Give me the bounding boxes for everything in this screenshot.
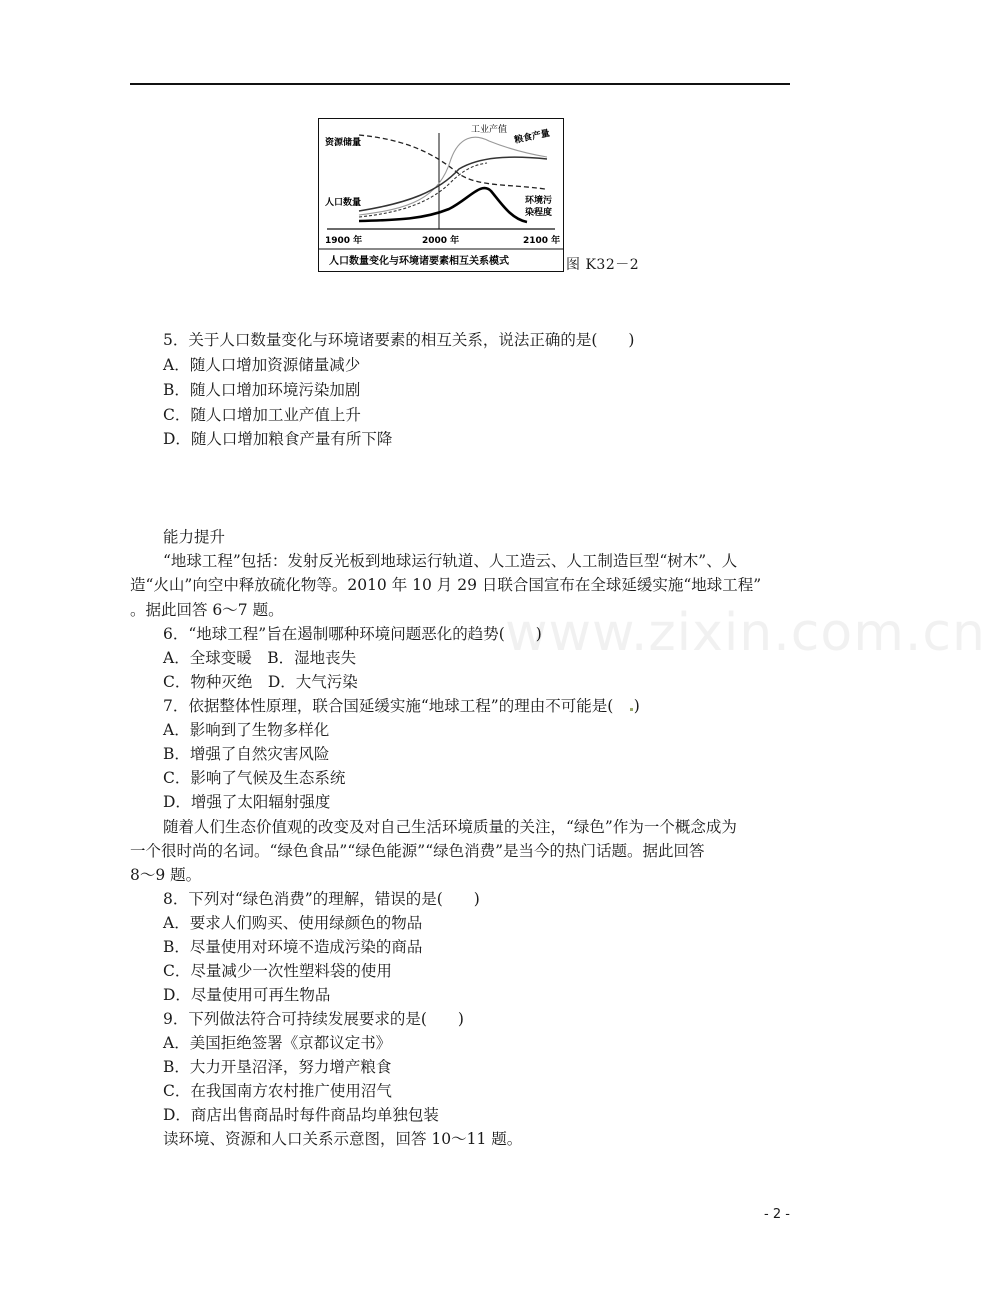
stray-dot xyxy=(630,708,633,711)
q7-option-a: A．影响到了生物多样化 xyxy=(163,721,330,739)
q8-option-c: C．尽量减少一次性塑料袋的使用 xyxy=(163,962,392,980)
passage-1-line-3: 。据此回答 6～7 题。 xyxy=(130,601,284,619)
section-heading: 能力提升 xyxy=(163,528,226,546)
q9-option-d: D．商店出售商品时每件商品均单独包装 xyxy=(163,1106,439,1124)
question-7-paren: ) xyxy=(633,697,640,715)
watermark: www.zixin.com.cn xyxy=(505,603,986,663)
grain-curve xyxy=(359,157,547,211)
passage-3: 读环境、资源和人口关系示意图，回答 10～11 题。 xyxy=(163,1130,523,1148)
label-industry: 工业产值 xyxy=(471,125,508,135)
q8-option-d: D．尽量使用可再生物品 xyxy=(163,986,331,1004)
industry-curve xyxy=(359,137,547,215)
passage-1-line-1: “地球工程”包括：发射反光板到地球运行轨道、人工造云、人工制造巨型“树木”、人 xyxy=(163,552,738,570)
label-pollution-2: 染程度 xyxy=(525,208,553,218)
q6-options-cd: C．物种灭绝 D．大气污染 xyxy=(163,673,358,691)
question-7 xyxy=(163,694,640,718)
passage-2-line-1: 随着人们生态价值观的改变及对自己生活环境质量的关注，“绿色”作为一个概念成为 xyxy=(163,818,737,836)
label-population: 人口数量 xyxy=(325,198,362,208)
population-curve xyxy=(359,163,487,217)
question-7-text: 7．依据整体性原理，联合国延缓实施“地球工程”的理由不可能是( xyxy=(163,697,629,715)
label-pollution-1: 环境污 xyxy=(525,196,553,206)
passage-1-line-2: 造“火山”向空中释放硫化物等。2010 年 10 月 29 日联合国宣布在全球延缓实施“地球工程” xyxy=(130,576,762,594)
q7-option-c: C．影响了气候及生态系统 xyxy=(163,769,346,787)
q9-option-b: B．大力开垦沼泽，努力增产粮食 xyxy=(163,1058,392,1076)
question-8: 8．下列对“绿色消费”的理解，错误的是( ) xyxy=(163,890,480,908)
q5-option-d: D．随人口增加粮食产量有所下降 xyxy=(163,430,393,448)
q5-option-b: B．随人口增加环境污染加剧 xyxy=(163,381,361,399)
passage-2-line-2: 一个很时尚的名词。“绿色食品”“绿色能源”“绿色消费”是当今的热门话题。据此回答 xyxy=(130,842,705,860)
tick-1900: 1900 年 xyxy=(325,236,363,246)
label-grain: 粮食产量 xyxy=(513,128,551,146)
tick-2100: 2100 年 xyxy=(523,236,561,246)
q9-option-a: A．美国拒绝签署《京都议定书》 xyxy=(163,1034,392,1052)
q7-option-b: B．增强了自然灾害风险 xyxy=(163,745,330,763)
q5-option-a: A．随人口增加资源储量减少 xyxy=(163,356,361,374)
q9-option-c: C．在我国南方农村推广使用沼气 xyxy=(163,1082,392,1100)
tick-2000: 2000 年 xyxy=(422,236,460,246)
question-6: 6．“地球工程”旨在遏制哪种环境问题恶化的趋势( ) xyxy=(163,625,542,643)
header-rule xyxy=(130,83,790,85)
q8-option-b: B．尽量使用对环境不造成污染的商品 xyxy=(163,938,423,956)
q7-option-d: D．增强了太阳辐射强度 xyxy=(163,793,331,811)
population-environment-figure xyxy=(318,118,564,272)
question-5: 5．关于人口数量变化与环境诸要素的相互关系，说法正确的是( ) xyxy=(163,331,635,349)
figure-reference: 图 K32－2 xyxy=(566,257,640,273)
pollution-curve xyxy=(359,188,527,222)
label-resources: 资源储量 xyxy=(325,138,362,148)
question-9: 9．下列做法符合可持续发展要求的是( ) xyxy=(163,1010,464,1028)
population-environment-diagram xyxy=(319,119,563,271)
q8-option-a: A．要求人们购买、使用绿颜色的物品 xyxy=(163,914,423,932)
page-number: - 2 - xyxy=(764,1207,790,1222)
q6-options-ab: A．全球变暖 B．湿地丧失 xyxy=(163,649,357,667)
q5-option-c: C．随人口增加工业产值上升 xyxy=(163,406,361,424)
figure-caption: 人口数量变化与环境诸要素相互关系模式 xyxy=(329,256,509,267)
passage-2-line-3: 8～9 题。 xyxy=(130,866,202,884)
